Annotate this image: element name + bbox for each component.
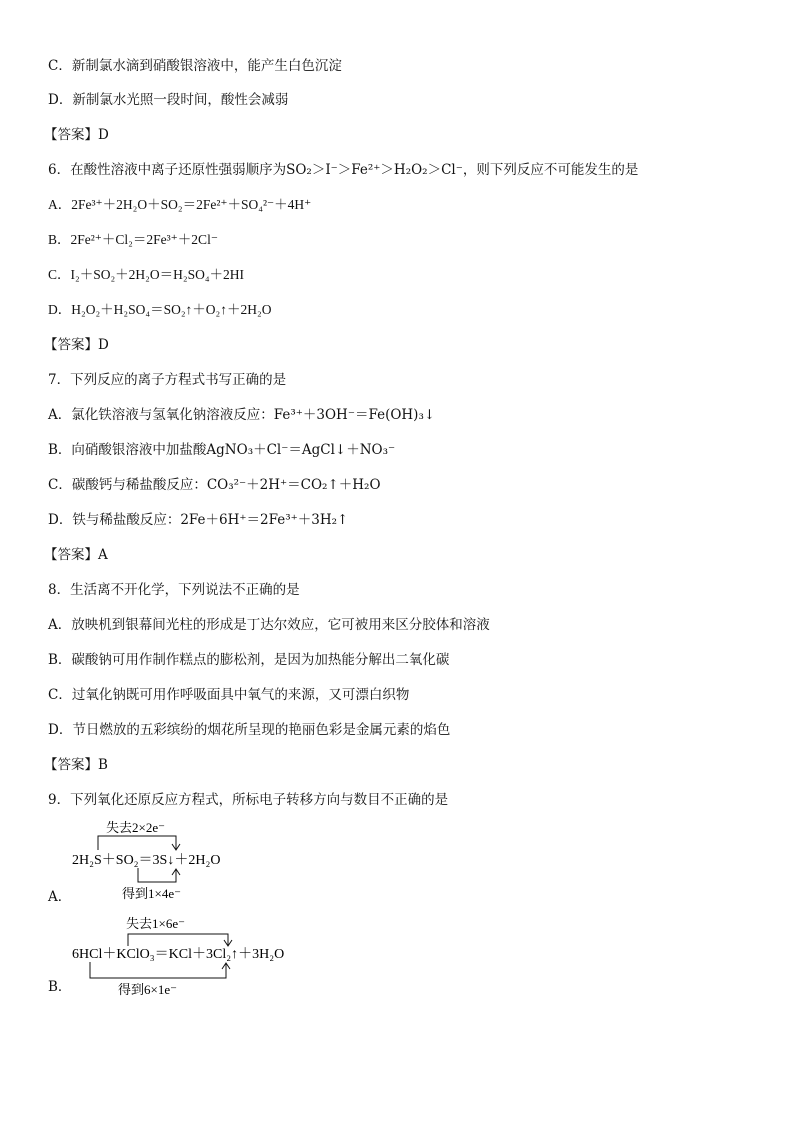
option-8d: D．节日燃放的五彩缤纷的烟花所呈现的艳丽色彩是金属元素的焰色 — [48, 722, 451, 738]
option-9b-label: B． — [48, 979, 72, 995]
question-8: 8．生活离不开化学，下列说法不正确的是 — [48, 582, 300, 598]
option-8a: A．放映机到银幕间光柱的形成是丁达尔效应，它可被用来区分胶体和溶液 — [48, 617, 490, 633]
diagram-a-equation: 2H₂S＋SO₂＝3S↓＋2H₂O — [72, 853, 221, 868]
electron-transfer-diagram-b — [60, 908, 340, 998]
diagram-a-bottom-bracket — [138, 868, 176, 882]
answer-8: 【答案】B — [44, 757, 108, 773]
electron-transfer-diagram-a — [60, 812, 320, 902]
diagram-b-top-bracket — [128, 934, 228, 946]
option-7b: B．向硝酸银溶液中加盐酸AgNO₃＋Cl⁻＝AgCl↓＋NO₃⁻ — [48, 442, 396, 458]
option-8c: C．过氧化钠既可用作呼吸面具中氧气的来源，又可漂白织物 — [48, 687, 410, 703]
option-7a: A．氯化铁溶液与氢氧化钠溶液反应：Fe³⁺＋3OH⁻＝Fe(OH)₃↓ — [48, 407, 436, 423]
option-6a: A．2Fe³⁺＋2H₂O＋SO₂＝2Fe²⁺＋SO₄²⁻＋4H⁺ — [48, 197, 312, 212]
option-7c: C．碳酸钙与稀盐酸反应：CO₃²⁻＋2H⁺＝CO₂↑＋H₂O — [48, 477, 381, 493]
diagram-b-equation: 6HCl＋KClO₃＝KCl＋3Cl₂↑＋3H₂O — [72, 947, 285, 962]
answer-7: 【答案】A — [44, 547, 108, 563]
diagram-a-bottom-label: 得到1×4e⁻ — [122, 886, 181, 901]
question-7: 7．下列反应的离子方程式书写正确的是 — [48, 372, 287, 388]
option-5c: C．新制氯水滴到硝酸银溶液中，能产生白色沉淀 — [48, 58, 342, 74]
answer-5: 【答案】D — [44, 127, 109, 143]
diagram-b-top-label: 失去1×6e⁻ — [126, 916, 185, 931]
option-6c: C．I₂＋SO₂＋2H₂O＝H₂SO₄＋2HI — [48, 267, 245, 282]
diagram-b-bottom-bracket — [90, 962, 226, 978]
option-9a-label: A． — [48, 889, 72, 905]
option-5d: D．新制氯水光照一段时间，酸性会减弱 — [48, 92, 289, 108]
diagram-b-bottom-label: 得到6×1e⁻ — [118, 982, 177, 997]
diagram-a-top-label: 失去2×2e⁻ — [106, 820, 165, 835]
diagram-a-top-bracket — [98, 836, 176, 850]
option-6d: D．H₂O₂＋H₂SO₄＝SO₂↑＋O₂↑＋2H₂O — [48, 302, 272, 317]
question-9: 9．下列氧化还原反应方程式，所标电子转移方向与数目不正确的是 — [48, 792, 449, 808]
option-6b: B．2Fe²⁺＋Cl₂＝2Fe³⁺＋2Cl⁻ — [48, 232, 218, 247]
option-7d: D．铁与稀盐酸反应：2Fe＋6H⁺＝2Fe³⁺＋3H₂↑ — [48, 512, 349, 528]
answer-6: 【答案】D — [44, 337, 109, 353]
question-6: 6．在酸性溶液中离子还原性强弱顺序为SO₂＞I⁻＞Fe²⁺＞H₂O₂＞Cl⁻，则下列反应不可能发生的是 — [48, 162, 639, 178]
option-8b: B．碳酸钠可用作制作糕点的膨松剂，是因为加热能分解出二氧化碳 — [48, 652, 450, 668]
